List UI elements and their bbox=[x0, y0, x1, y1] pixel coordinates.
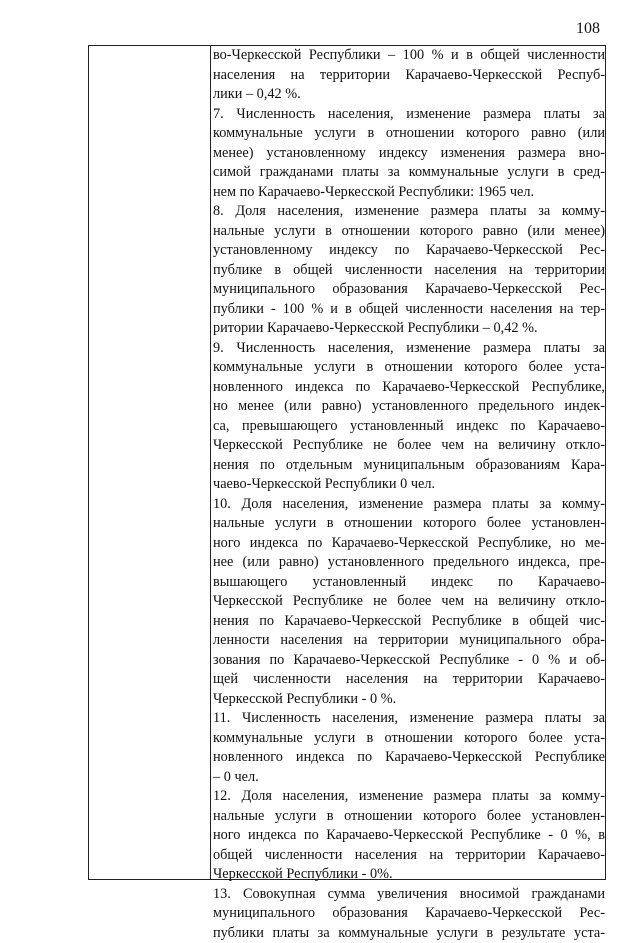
text-line: публики платы за коммунальные услуги в результате уста- bbox=[213, 924, 605, 943]
text-line: ритории Карачаево-Черкесской Республики – 0,42 %. bbox=[213, 319, 605, 339]
text-line: коммунальные услуги в отношении которого более уста- bbox=[213, 358, 605, 378]
text-line: общей численности населения на территории Карачаево- bbox=[213, 846, 605, 866]
text-line: щей численности населения на территории Карачаево- bbox=[213, 670, 605, 690]
text-line: нения по отдельным муниципальным образованиям Кара- bbox=[213, 456, 605, 476]
text-line: населения на территории Карачаево-Черкесской Респуб- bbox=[213, 66, 605, 86]
text-line: муниципального образования Карачаево-Черкесской Рес- bbox=[213, 904, 605, 924]
text-line: зования по Карачаево-Черкесской Республике - 0 % и об- bbox=[213, 651, 605, 671]
text-line: муниципального образования Карачаево-Черкесской Рес- bbox=[213, 280, 605, 300]
text-line: Черкесской Республики - 0%. bbox=[213, 865, 605, 885]
text-line: Черкесской Республики - 0 %. bbox=[213, 690, 605, 710]
text-line: 10. Доля населения, изменение размера платы за комму- bbox=[213, 495, 605, 515]
text-line: коммунальные услуги в отношении которого более уста- bbox=[213, 729, 605, 749]
text-line: новленного индекса по Карачаево-Черкесской Республике, bbox=[213, 378, 605, 398]
text-line: нения по Карачаево-Черкесской Республике в общей чис- bbox=[213, 612, 605, 632]
text-line: нальные услуги в отношении которого более установлен- bbox=[213, 514, 605, 534]
text-line: нее (или равно) установленного предельного индекса, пре- bbox=[213, 553, 605, 573]
body-text bbox=[213, 46, 605, 943]
text-line: новленного индекса по Карачаево-Черкесской Республике bbox=[213, 748, 605, 768]
table-right-column bbox=[213, 46, 605, 879]
text-line: менее) установленному индексу изменения размера вно- bbox=[213, 144, 605, 164]
text-line: ного индекса по Карачаево-Черкесской Республике - 0 %, в bbox=[213, 826, 605, 846]
text-line: 8. Доля населения, изменение размера платы за комму- bbox=[213, 202, 605, 222]
text-line: 9. Численность населения, изменение размера платы за bbox=[213, 339, 605, 359]
text-line: во-Черкесской Республики – 100 % и в общей численности bbox=[213, 46, 605, 66]
text-line: но менее (или равно) установленного предельного индек- bbox=[213, 397, 605, 417]
text-line: Черкесской Республике не более чем на величину откло- bbox=[213, 592, 605, 612]
table-left-column bbox=[89, 46, 211, 879]
text-line: вышающего установленный индекс по Карачаево- bbox=[213, 573, 605, 593]
document-table bbox=[88, 45, 606, 880]
text-line: лики – 0,42 %. bbox=[213, 85, 605, 105]
text-line: ленности населения на территории муниципального обра- bbox=[213, 631, 605, 651]
text-line: 13. Совокупная сумма увеличения вносимой гражданами bbox=[213, 885, 605, 905]
text-line: симой гражданами платы за коммунальные услуги в сред- bbox=[213, 163, 605, 183]
text-line: публики - 100 % и в общей численности населения на тер- bbox=[213, 300, 605, 320]
text-line: ного индекса по Карачаево-Черкесской Республике, но ме- bbox=[213, 534, 605, 554]
text-line: чаево-Черкесской Республики 0 чел. bbox=[213, 475, 605, 495]
text-line: установленному индексу по Карачаево-Черкесской Рес- bbox=[213, 241, 605, 261]
text-line: нальные услуги в отношении которого более установлен- bbox=[213, 807, 605, 827]
text-line: нем по Карачаево-Черкесской Республики: 1965 чел. bbox=[213, 183, 605, 203]
text-line: са, превышающего установленный индекс по Карачаево- bbox=[213, 417, 605, 437]
text-line: публике в общей численности населения на территории bbox=[213, 261, 605, 281]
text-line: 7. Численность населения, изменение размера платы за bbox=[213, 105, 605, 125]
text-line: нальные услуги в отношении которого равно (или менее) bbox=[213, 222, 605, 242]
text-line: коммунальные услуги в отношении которого равно (или bbox=[213, 124, 605, 144]
text-line: 12. Доля населения, изменение размера платы за комму- bbox=[213, 787, 605, 807]
text-line: Черкесской Республике не более чем на величину откло- bbox=[213, 436, 605, 456]
page-number: 108 bbox=[560, 19, 600, 39]
text-line: 11. Численность населения, изменение размера платы за bbox=[213, 709, 605, 729]
text-line: – 0 чел. bbox=[213, 768, 605, 788]
